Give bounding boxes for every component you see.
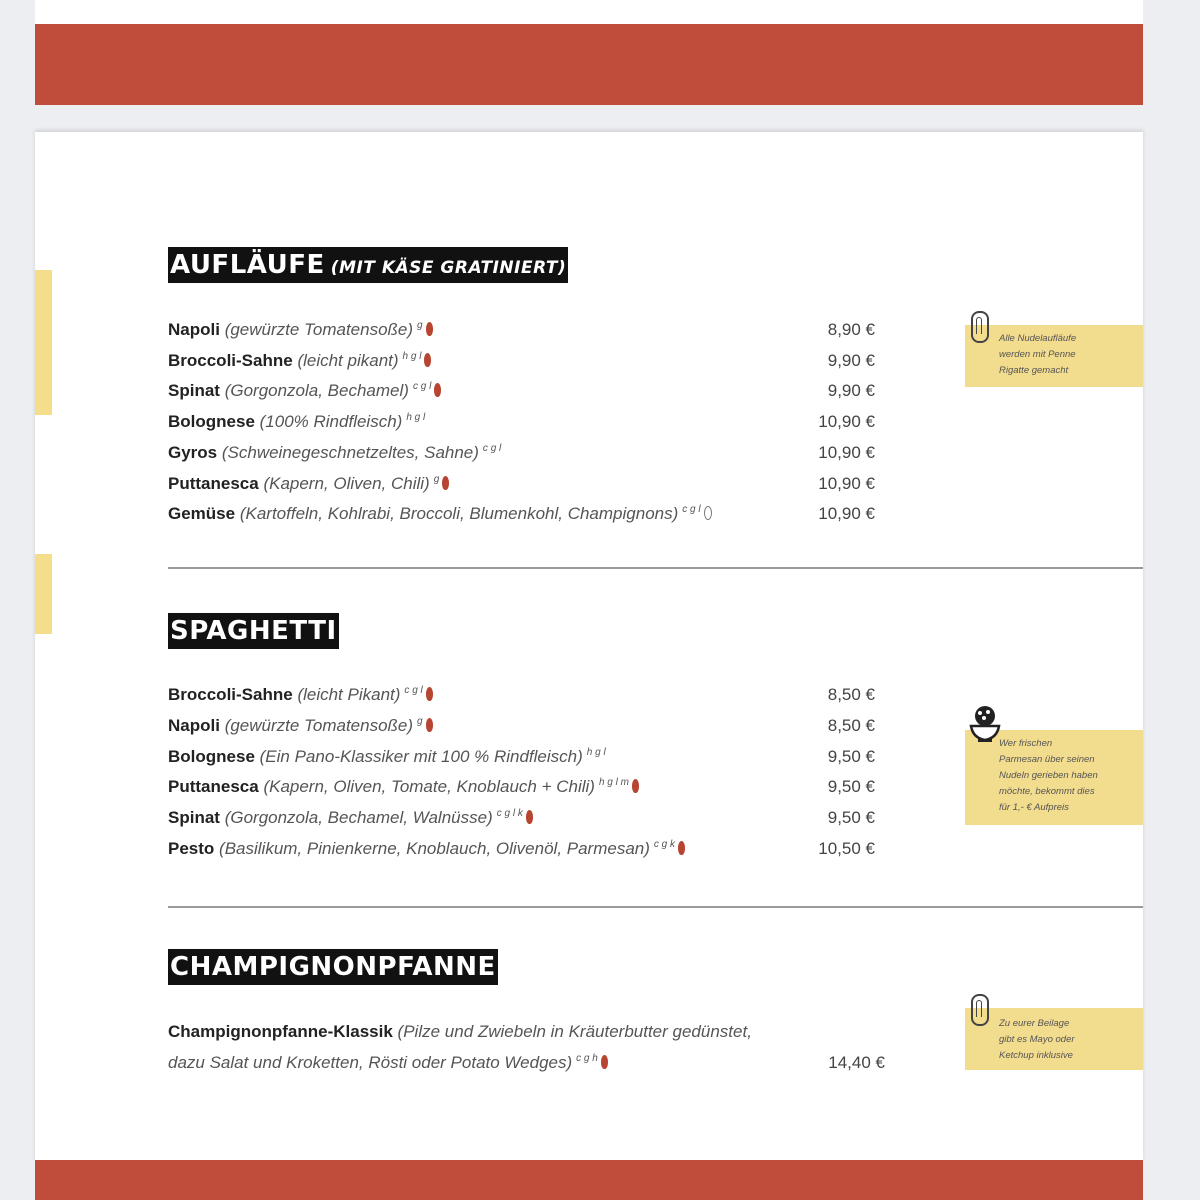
left-edge-tab xyxy=(35,270,52,415)
item-description: (Gorgonzola, Bechamel) xyxy=(224,381,409,400)
note-line: möchte, bekommt dies xyxy=(999,786,1095,797)
item-price: 14,40 € xyxy=(828,1053,885,1072)
item-name: Pesto xyxy=(168,839,215,858)
section-divider xyxy=(168,906,1143,908)
note-line: Zu eurer Beilage xyxy=(999,1018,1070,1029)
item-description: (leicht pikant) xyxy=(297,351,399,370)
item-description: (Gorgonzola, Bechamel, Walnüsse) xyxy=(224,808,493,827)
chili-icon xyxy=(426,322,433,336)
menu-item xyxy=(168,777,639,797)
menu-item xyxy=(168,351,431,371)
item-name: Broccoli-Sahne xyxy=(168,351,293,370)
allergen-codes: g xyxy=(417,320,423,332)
allergen-codes: c g l xyxy=(412,381,432,393)
menu-item-continued xyxy=(168,1053,608,1073)
item-description: (leicht Pikant) xyxy=(297,685,401,704)
menu-item xyxy=(168,1022,752,1042)
item-description: (Kapern, Oliven, Chili) xyxy=(263,474,430,493)
chili-icon xyxy=(632,779,639,793)
item-name: Puttanesca xyxy=(168,474,259,493)
chili-icon xyxy=(601,1055,608,1069)
allergen-codes: g xyxy=(433,474,440,486)
chili-icon xyxy=(434,383,441,397)
note-line: für 1,- € Aufpreis xyxy=(999,802,1069,813)
menu-item xyxy=(168,808,533,828)
allergen-codes: h g l xyxy=(586,747,606,759)
item-description: (Ein Pano-Klassiker mit 100 % Rindfleisch) xyxy=(259,747,583,766)
section-title-spaghetti xyxy=(168,613,339,649)
note-line: gibt es Mayo oder xyxy=(999,1034,1075,1045)
menu-item xyxy=(168,839,685,859)
item-description: (gewürzte Tomatensoße) xyxy=(224,320,414,339)
menu-item xyxy=(168,443,501,463)
allergen-codes: h g l m xyxy=(598,777,629,789)
section-title-text: CHAMPIGNONPFANNE xyxy=(170,952,496,982)
item-description-line2: dazu Salat und Kroketten, Rösti oder Potato Wedges) xyxy=(168,1053,573,1072)
item-price: 9,90 € xyxy=(827,381,875,400)
allergen-codes: c g l k xyxy=(496,808,523,820)
section-title-text: AUFLÄUFE xyxy=(170,250,325,280)
item-price: 9,50 € xyxy=(827,747,875,766)
item-name: Napoli xyxy=(168,320,220,339)
allergen-codes: c g l xyxy=(404,685,423,697)
item-name: Bolognese xyxy=(168,747,255,766)
item-description: (Pilze und Zwiebeln in Kräuterbutter gedünstet, xyxy=(397,1022,752,1041)
note-line: Nudeln gerieben haben xyxy=(999,770,1098,781)
chili-icon xyxy=(426,718,433,732)
item-description: (Kartoffeln, Kohlrabi, Broccoli, Blumenkohl, Champignons) xyxy=(239,504,679,523)
item-name: Champignonpfanne-Klassik xyxy=(168,1022,393,1041)
paperclip-icon xyxy=(971,311,989,343)
allergen-codes: c g h xyxy=(576,1053,598,1065)
item-name: Gemüse xyxy=(168,504,236,523)
info-note xyxy=(965,325,1143,387)
note-line: Rigatte gemacht xyxy=(999,365,1069,376)
item-price: 9,50 € xyxy=(827,808,875,827)
chili-icon xyxy=(424,353,431,367)
menu-item xyxy=(168,716,433,736)
menu-item xyxy=(168,412,425,432)
parmesan-bowl-icon xyxy=(968,704,1002,744)
allergen-codes: c g l xyxy=(482,443,502,455)
item-name: Spinat xyxy=(168,808,220,827)
item-name: Gyros xyxy=(168,443,218,462)
section-title-auflaeufe xyxy=(168,247,568,283)
menu-item xyxy=(168,474,449,494)
item-description: (gewürzte Tomatensoße) xyxy=(224,716,414,735)
chili-icon xyxy=(442,476,449,490)
menu-item xyxy=(168,504,712,524)
item-price: 9,90 € xyxy=(827,351,875,370)
chili-icon xyxy=(426,687,433,701)
item-price: 10,90 € xyxy=(818,504,875,523)
section-subtitle: (MIT KÄSE GRATINIERT) xyxy=(330,258,567,278)
allergen-codes: c g k xyxy=(653,839,676,851)
info-note xyxy=(965,1008,1143,1070)
left-edge-tab xyxy=(35,554,52,634)
item-name: Bolognese xyxy=(168,412,255,431)
menu-item xyxy=(168,747,606,767)
section-divider xyxy=(168,567,1143,569)
allergen-codes: g xyxy=(417,716,423,728)
note-line: werden mit Penne xyxy=(999,349,1076,360)
item-price: 9,50 € xyxy=(827,777,875,796)
paperclip-icon xyxy=(971,994,989,1026)
item-description: (Kapern, Oliven, Tomate, Knoblauch + Chili) xyxy=(263,777,595,796)
section-title-text: SPAGHETTI xyxy=(170,616,337,646)
note-line: Ketchup inklusive xyxy=(999,1050,1073,1061)
menu-item xyxy=(168,320,433,340)
item-price: 10,50 € xyxy=(818,839,875,858)
allergen-codes: h g l xyxy=(402,351,422,363)
header-band xyxy=(35,24,1143,105)
footer-band xyxy=(35,1160,1143,1200)
vegetarian-icon xyxy=(704,506,712,520)
menu-item xyxy=(168,381,441,401)
item-name: Broccoli-Sahne xyxy=(168,685,293,704)
info-note xyxy=(965,730,1143,825)
allergen-codes: c g l xyxy=(682,504,701,516)
item-price: 8,50 € xyxy=(827,685,875,704)
item-price: 10,90 € xyxy=(818,474,875,493)
item-price: 8,90 € xyxy=(827,320,875,339)
item-description: (Schweinegeschnetzeltes, Sahne) xyxy=(221,443,479,462)
item-price: 10,90 € xyxy=(818,443,875,462)
item-price: 8,50 € xyxy=(827,716,875,735)
section-title-champignonpfanne xyxy=(168,949,498,985)
note-line: Alle Nudelaufläufe xyxy=(999,333,1077,344)
item-description: (100% Rindfleisch) xyxy=(259,412,403,431)
item-name: Spinat xyxy=(168,381,220,400)
item-name: Puttanesca xyxy=(168,777,259,796)
item-price: 10,90 € xyxy=(818,412,875,431)
menu-item xyxy=(168,685,433,705)
top-margin xyxy=(35,0,1143,24)
note-line: Parmesan über seinen xyxy=(999,754,1095,765)
chili-icon xyxy=(678,841,685,855)
item-name: Napoli xyxy=(168,716,220,735)
allergen-codes: h g l xyxy=(406,412,426,424)
item-description: (Basilikum, Pinienkerne, Knoblauch, Olivenöl, Parmesan) xyxy=(219,839,650,858)
note-line: Wer frischen xyxy=(999,738,1053,749)
chili-icon xyxy=(526,810,533,824)
